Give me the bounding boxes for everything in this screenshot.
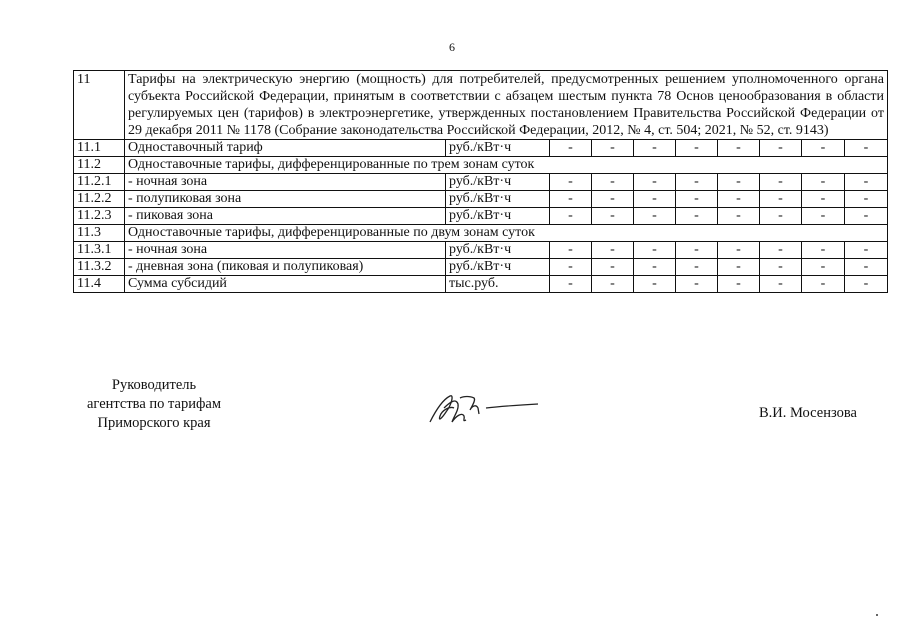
row-label: - полупиковая зона — [125, 191, 446, 208]
value-cell: - — [845, 140, 888, 157]
row-number: 11.4 — [74, 276, 125, 293]
table-row — [74, 208, 888, 225]
row-unit: руб./кВт·ч — [446, 140, 550, 157]
value-cell: - — [718, 174, 760, 191]
value-cell: - — [634, 191, 676, 208]
page-number: 6 — [449, 40, 455, 54]
value-cell: - — [592, 242, 634, 259]
value-cell: - — [718, 276, 760, 293]
value-cell: - — [634, 242, 676, 259]
group-heading: Одноставочные тарифы, дифференцированные по трем зонам суток — [125, 157, 888, 174]
value-cell: - — [760, 208, 802, 225]
table-row — [74, 225, 888, 242]
row-number: 11.1 — [74, 140, 125, 157]
row-number: 11 — [74, 71, 125, 140]
table-row-section — [74, 71, 888, 140]
value-cell: - — [550, 276, 592, 293]
row-number: 11.2.1 — [74, 174, 125, 191]
value-cell: - — [845, 242, 888, 259]
value-cell: - — [802, 140, 845, 157]
value-cell: - — [760, 191, 802, 208]
value-cell: - — [760, 276, 802, 293]
position-line-3: Приморского края — [97, 415, 211, 431]
value-cell: - — [676, 191, 718, 208]
value-cell: - — [760, 174, 802, 191]
table-row — [74, 259, 888, 276]
scan-mark — [876, 614, 878, 616]
value-cell: - — [718, 140, 760, 157]
value-cell: - — [592, 208, 634, 225]
value-cell: - — [676, 242, 718, 259]
value-cell: - — [634, 140, 676, 157]
table-row — [74, 174, 888, 191]
row-number: 11.3 — [74, 225, 125, 242]
value-cell: - — [550, 140, 592, 157]
tariff-table — [73, 70, 888, 293]
value-cell: - — [718, 259, 760, 276]
position-line-1: Руководитель — [111, 377, 197, 393]
value-cell: - — [550, 259, 592, 276]
value-cell: - — [802, 191, 845, 208]
row-unit: руб./кВт·ч — [446, 208, 550, 225]
value-cell: - — [845, 174, 888, 191]
row-label: - дневная зона (пиковая и полупиковая) — [125, 259, 446, 276]
table-row — [74, 242, 888, 259]
row-label: - пиковая зона — [125, 208, 446, 225]
value-cell: - — [802, 276, 845, 293]
row-unit: руб./кВт·ч — [446, 174, 550, 191]
value-cell: - — [676, 259, 718, 276]
value-cell: - — [592, 276, 634, 293]
row-number: 11.2 — [74, 157, 125, 174]
value-cell: - — [802, 259, 845, 276]
value-cell: - — [592, 259, 634, 276]
value-cell: - — [718, 208, 760, 225]
table-body — [74, 71, 888, 293]
value-cell: - — [718, 191, 760, 208]
row-unit: руб./кВт·ч — [446, 242, 550, 259]
section-description: Тарифы на электрическую энергию (мощность) для потребителей, предусмотренных решением уполномоченного органа субъекта Российской Федерации, принятым в соответствии с абзацем шестым пункта 78 Основ ценообразования в области регулируемых цен (тарифов) в электроэнергетике, утвержденных постановлением Правительства Российской Федерации от 29 декабря 2011 № 1178 (Собрание законодательства Российской Федерации, 2012, № 4, ст. 504; 2021, № 52, ст. 9143) — [125, 71, 888, 140]
row-unit: руб./кВт·ч — [446, 191, 550, 208]
row-label: - ночная зона — [125, 174, 446, 191]
value-cell: - — [845, 191, 888, 208]
row-unit: тыс.руб. — [446, 276, 550, 293]
value-cell: - — [802, 174, 845, 191]
value-cell: - — [592, 191, 634, 208]
row-label: Одноставочный тариф — [125, 140, 446, 157]
handwritten-signature — [424, 386, 542, 432]
value-cell: - — [760, 259, 802, 276]
value-cell: - — [802, 208, 845, 225]
row-number: 11.2.2 — [74, 191, 125, 208]
value-cell: - — [718, 242, 760, 259]
value-cell: - — [845, 276, 888, 293]
row-label: - ночная зона — [125, 242, 446, 259]
row-number: 11.3.2 — [74, 259, 125, 276]
value-cell: - — [845, 208, 888, 225]
row-number: 11.3.1 — [74, 242, 125, 259]
value-cell: - — [634, 208, 676, 225]
value-cell: - — [550, 191, 592, 208]
position-line-2: агентства по тарифам — [87, 396, 221, 412]
value-cell: - — [760, 140, 802, 157]
signatory-name: В.И. Мосензова — [759, 405, 857, 421]
table-row — [74, 140, 888, 157]
table-row — [74, 157, 888, 174]
value-cell: - — [676, 174, 718, 191]
value-cell: - — [550, 208, 592, 225]
value-cell: - — [845, 259, 888, 276]
value-cell: - — [676, 140, 718, 157]
row-unit: руб./кВт·ч — [446, 259, 550, 276]
value-cell: - — [550, 242, 592, 259]
value-cell: - — [676, 208, 718, 225]
value-cell: - — [802, 242, 845, 259]
value-cell: - — [676, 276, 718, 293]
table-row — [74, 276, 888, 293]
row-label: Сумма субсидий — [125, 276, 446, 293]
group-heading: Одноставочные тарифы, дифференцированные по двум зонам суток — [125, 225, 888, 242]
value-cell: - — [634, 259, 676, 276]
value-cell: - — [550, 174, 592, 191]
value-cell: - — [592, 140, 634, 157]
value-cell: - — [760, 242, 802, 259]
value-cell: - — [634, 174, 676, 191]
signatory-position — [84, 376, 224, 433]
table-row — [74, 191, 888, 208]
value-cell: - — [592, 174, 634, 191]
row-number: 11.2.3 — [74, 208, 125, 225]
value-cell: - — [634, 276, 676, 293]
